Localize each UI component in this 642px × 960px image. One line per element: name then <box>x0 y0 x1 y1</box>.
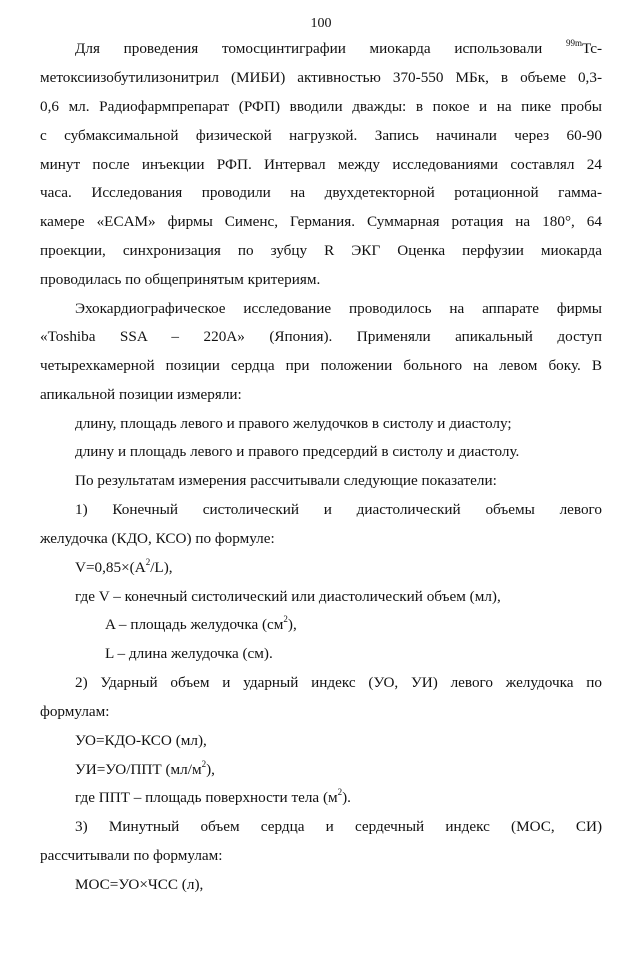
page-number: 100 <box>310 16 332 31</box>
text-run: камере «ECAM» фирмы Сименс, Германия. Суммарная ротация на 180°, 64 <box>40 213 602 230</box>
text-line <box>75 588 501 606</box>
text-run: 1) Конечный систолический и диастолический объемы левого <box>75 501 602 518</box>
text-line <box>40 703 110 721</box>
text-run: где ППТ – площадь поверхности тела (м <box>75 789 338 806</box>
text-line <box>75 786 351 807</box>
text-line <box>40 69 602 87</box>
text-run: ). <box>342 789 351 806</box>
text-run: длину и площадь левого и правого предсердий в систолу и диастолу. <box>75 443 520 460</box>
superscript: 2 <box>337 786 343 797</box>
text-run: формулам: <box>40 703 110 720</box>
text-run: метоксиизобутилизонитрил (МИБИ) активностью 370-550 МБк, в объеме 0,3- <box>40 69 602 86</box>
text-line <box>75 300 602 318</box>
text-line <box>40 847 222 865</box>
superscript: 2 <box>145 556 151 567</box>
text-line <box>40 386 242 404</box>
text-line <box>40 184 602 202</box>
text-line <box>40 271 320 289</box>
text-line <box>75 876 203 894</box>
text-run: часа. Исследования проводили на двухдетекторной ротационной гамма- <box>40 184 602 201</box>
text-line <box>105 613 297 634</box>
text-run: V=0,85×(A <box>75 559 146 576</box>
text-run: с субмаксимальной физической нагрузкой. Запись начинали через 60-90 <box>40 127 602 144</box>
text-run: Для проведения томосцинтиграфии миокарда использовали <box>75 40 566 57</box>
text-run: УИ=УО/ППТ (мл/м <box>75 761 202 778</box>
text-run: рассчитывали по формулам: <box>40 847 223 864</box>
text-run: L – длина желудочка (см). <box>105 645 273 662</box>
text-line <box>40 242 602 260</box>
text-line <box>40 213 602 231</box>
text-line <box>75 758 215 779</box>
text-run: апикальной позиции измеряли: <box>40 386 242 403</box>
text-line <box>75 556 173 577</box>
text-run: «Toshiba SSA – 220A» (Япония). Применяли апикальный доступ <box>40 328 602 345</box>
text-line <box>75 443 519 461</box>
text-line <box>105 645 273 663</box>
text-run: По результатам измерения рассчитывали следующие показатели: <box>75 472 497 489</box>
text-run: четырехкамерной позиции сердца при положении больного на левом боку. В <box>40 357 602 374</box>
text-run: проводилась по общепринятым критериям. <box>40 271 321 288</box>
text-line <box>75 501 602 519</box>
text-run: где V – конечный систолический или диастолический объем (мл), <box>75 588 501 605</box>
text-line <box>40 328 602 346</box>
text-line <box>75 732 207 750</box>
text-run: УО=КДО-КСО (мл), <box>75 732 207 749</box>
text-line <box>75 472 497 490</box>
text-line <box>40 156 602 174</box>
text-line <box>40 357 602 375</box>
text-line <box>40 530 275 548</box>
text-run: A – площадь желудочка (см <box>105 616 284 633</box>
text-line <box>40 127 602 145</box>
text-line <box>75 674 602 692</box>
superscript: 99m <box>565 37 582 48</box>
text-run: Эхокардиографическое исследование проводилось на аппарате фирмы <box>75 300 602 317</box>
text-run: ), <box>287 616 297 633</box>
text-run: 0,6 мл. Радиофармпрепарат (РФП) вводили дважды: в покое и на пике пробы <box>40 98 602 115</box>
text-run: 3) Минутный объем сердца и сердечный индекс (МОС, СИ) <box>75 818 602 835</box>
text-line <box>40 98 602 116</box>
superscript: 2 <box>283 613 288 624</box>
text-run: 2) Ударный объем и ударный индекс (УО, УИ) левого желудочка по <box>75 674 602 691</box>
text-line <box>75 818 602 836</box>
text-run: проекции, синхронизация по зубцу R ЭКГ Оценка перфузии миокарда <box>40 242 602 259</box>
superscript: 2 <box>201 758 207 769</box>
text-run: Tc- <box>581 40 602 57</box>
text-run: минут после инъекции РФП. Интервал между исследованиями составлял 24 <box>40 156 602 173</box>
text-run: длину, площадь левого и правого желудочков в систолу и диастолу; <box>75 415 512 432</box>
text-run: /L), <box>150 559 173 576</box>
text-line <box>75 415 512 433</box>
text-run: МОС=УО×ЧСС (л), <box>75 876 204 893</box>
text-run: ), <box>206 761 215 778</box>
text-run: желудочка (КДО, КСО) по формуле: <box>40 530 275 547</box>
text-line <box>75 37 602 58</box>
